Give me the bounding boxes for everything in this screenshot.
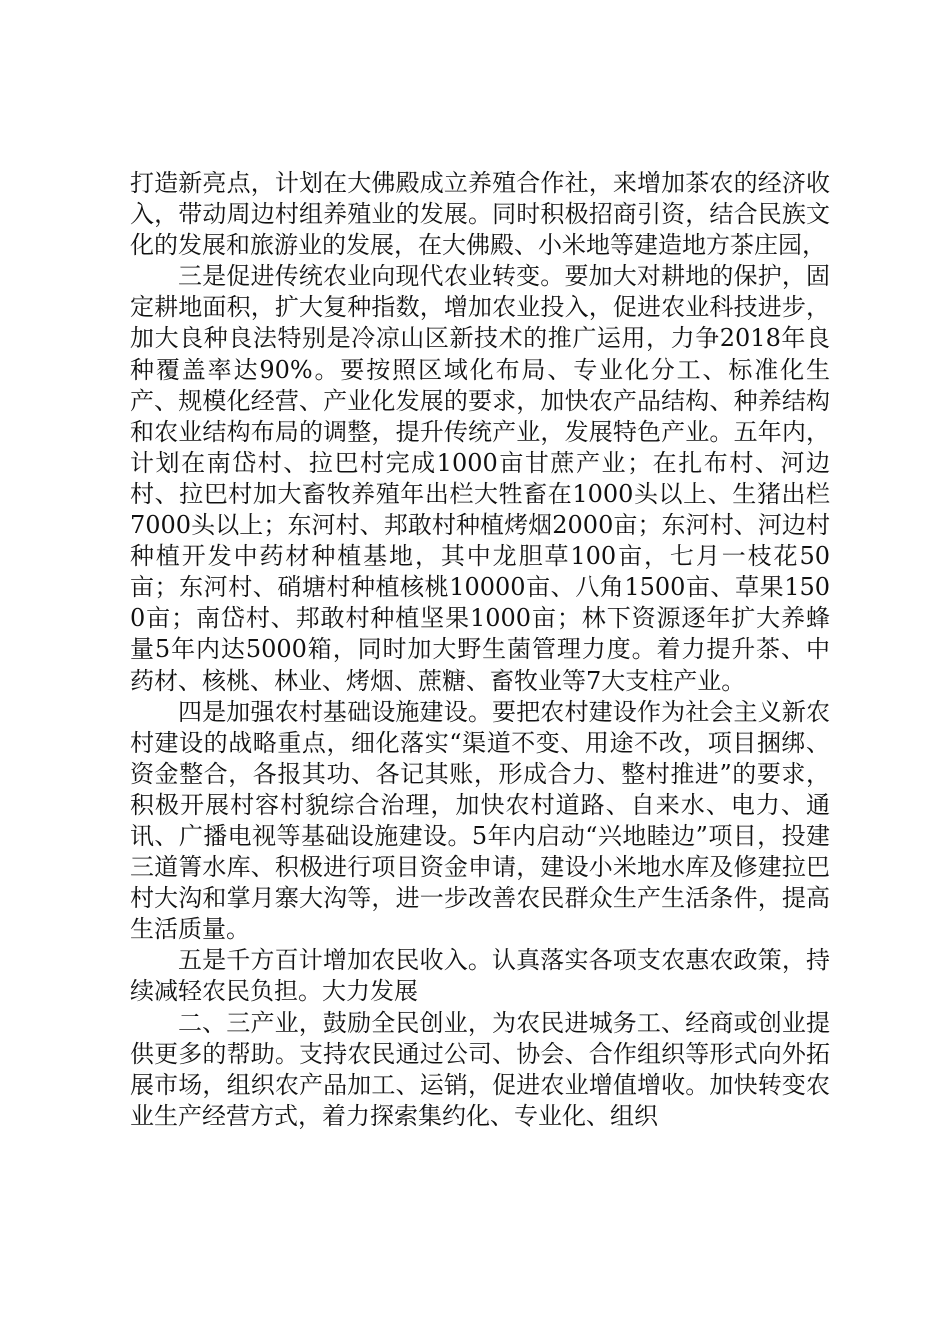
body-text — [130, 168, 830, 1132]
paragraph-item-five: 五是千方百计增加农民收入。认真落实各项支农惠农政策，持续减轻农民负担。大力发展 — [130, 946, 830, 1006]
paragraph-item-four: 四是加强农村基础设施建设。要把农村建设作为社会主义新农村建设的战略重点，细化落实“渠道不变、用途不改，项目捆绑、资金整合，各报其功、各记其账，形成合力、整村推进”的要求，积极开展村容村貌综合治理，加快农村道路、自来水、电力、通讯、广播电视等基础设施建设。5年内启动“兴地睦边”项目，投建三道箐水库、积极进行项目资金申请，建设小米地水库及修建拉巴村大沟和掌月寨大沟等，进一步改善农民群众生产生活条件，提高生活质量。 — [130, 697, 830, 944]
paragraph-item-three: 三是促进传统农业向现代农业转变。要加大对耕地的保护，固定耕地面积，扩大复种指数，增加农业投入，促进农业科技进步，加大良种良法特别是冷凉山区新技术的推广运用，力争2018年良种覆盖率达90%。要按照区域化布局、专业化分工、标准化生产、规模化经营、产业化发展的要求，加快农产品结构、种养结构和农业结构布局的调整，提升传统产业，发展特色产业。五年内，计划在南岱村、拉巴村完成1000亩甘蔗产业；在扎布村、河边村、拉巴村加大畜牧养殖年出栏大牲畜在1000头以上、生猪出栏7000头以上；东河村、邦敢村种植烤烟2000亩；东河村、河边村种植开发中药材种植基地，其中龙胆草100亩，七月一枝花50亩；东河村、硝塘村种植核桃10000亩、八角1500亩、草果1500亩；南岱村、邦敢村种植坚果1000亩；林下资源逐年扩大养蜂量5年内达5000箱，同时加大野生菌管理力度。着力提升茶、中药材、核桃、林业、烤烟、蔗糖、畜牧业等7大支柱产业。 — [130, 262, 830, 695]
paragraph-continuation: 打造新亮点，计划在大佛殿成立养殖合作社，来增加茶农的经济收入，带动周边村组养殖业的发展。同时积极招商引资，结合民族文化的发展和旅游业的发展，在大佛殿、小米地等建造地方茶庄园， — [130, 169, 830, 260]
paragraph-industry-development: 二、三产业，鼓励全民创业，为农民进城务工、经商或创业提供更多的帮助。支持农民通过公司、协会、合作组织等形式向外拓展市场，组织农产品加工、运销，促进农业增值增收。加快转变农业生产经营方式，着力探索集约化、专业化、组织 — [130, 1008, 830, 1130]
